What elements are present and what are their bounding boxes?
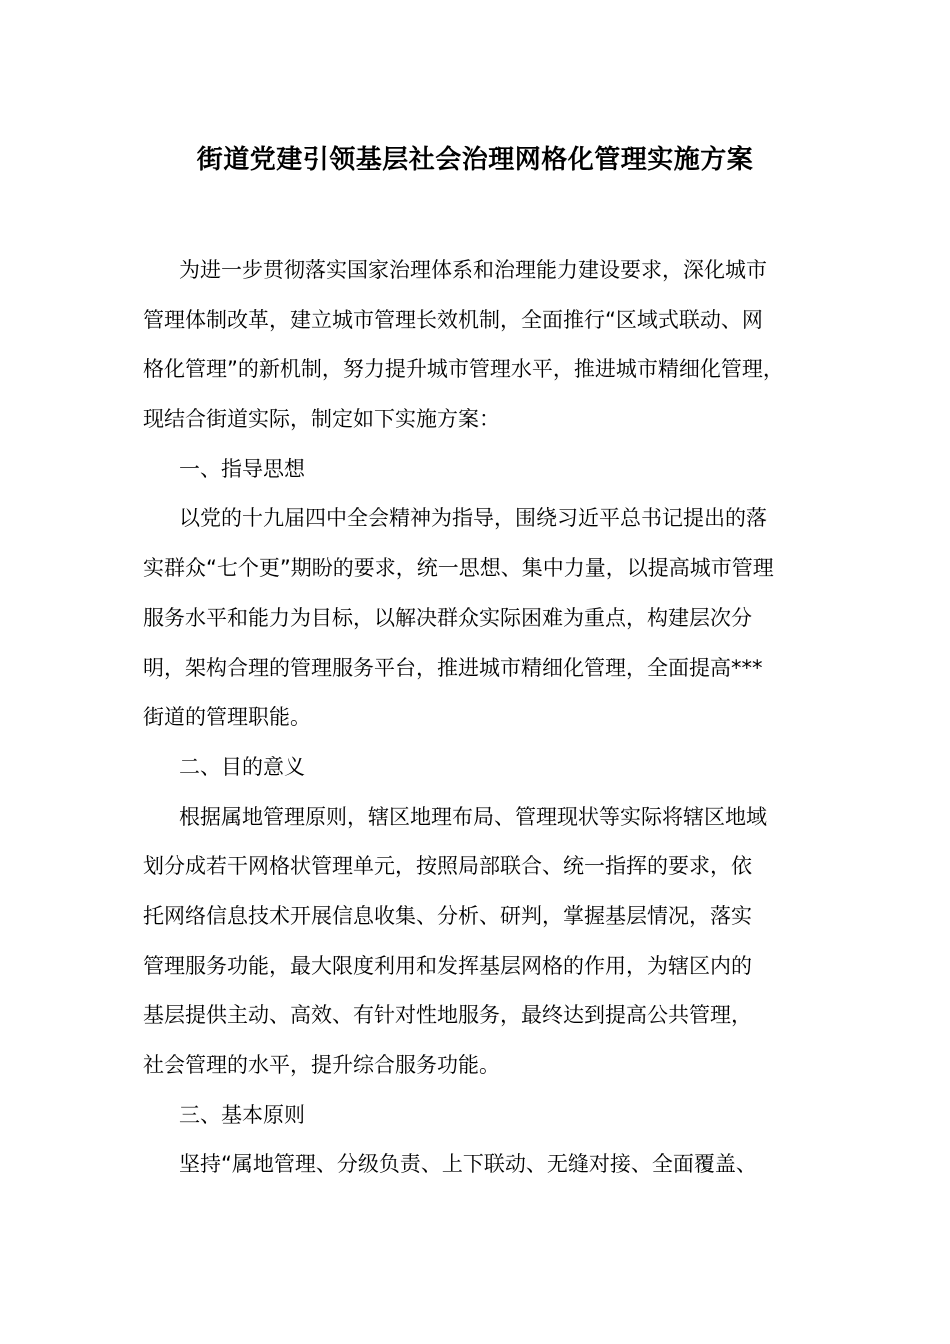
text-line: 二、目的意义 [179, 754, 305, 779]
text-line: 格化管理”的新机制，努力提升城市管理水平，推进城市精细化管理， [143, 357, 784, 382]
text-line: 为进一步贯彻落实国家治理体系和治理能力建设要求，深化城市 [179, 258, 767, 282]
text-line: 服务水平和能力为目标，以解决群众实际困难为重点，构建层次分 [143, 605, 752, 630]
text-line: 划分成若干网格状管理单元，按照局部联合、统一指挥的要求，依 [143, 854, 752, 879]
text-line: 一、指导思想 [179, 456, 305, 481]
text-line: 管理服务功能，最大限度利用和发挥基层网格的作用，为辖区内的 [143, 953, 752, 978]
text-line: 以党的十九届四中全会精神为指导，围绕习近平总书记提出的落 [179, 506, 767, 531]
text-line: 明，架构合理的管理服务平台，推进城市精细化管理，全面提高*** [143, 655, 763, 680]
text-line: 托网络信息技术开展信息收集、分析、研判，掌握基层情况，落实 [143, 903, 752, 928]
text-line: 现结合街道实际，制定如下实施方案： [143, 407, 500, 432]
text-line: 坚持“属地管理、分级负责、上下联动、无缝对接、全面覆盖、 [179, 1152, 757, 1177]
document-body [143, 250, 843, 1194]
text-line: 基层提供主动、高效、有针对性地服务，最终达到提高公共管理， [143, 1003, 752, 1028]
document-title: 街道党建引领基层社会治理网格化管理实施方案 [196, 145, 754, 175]
text-line: 社会管理的水平，提升综合服务功能。 [143, 1053, 500, 1077]
text-line: 实群众“七个更”期盼的要求，统一思想、集中力量，以提高城市管理 [143, 556, 774, 581]
text-line: 三、基本原则 [179, 1102, 305, 1127]
text-line: 管理体制改革，建立城市管理长效机制，全面推行“区域式联动、网 [143, 307, 763, 332]
text-line: 街道的管理职能。 [143, 705, 311, 730]
text-line: 根据属地管理原则，辖区地理布局、管理现状等实际将辖区地域 [179, 804, 767, 829]
